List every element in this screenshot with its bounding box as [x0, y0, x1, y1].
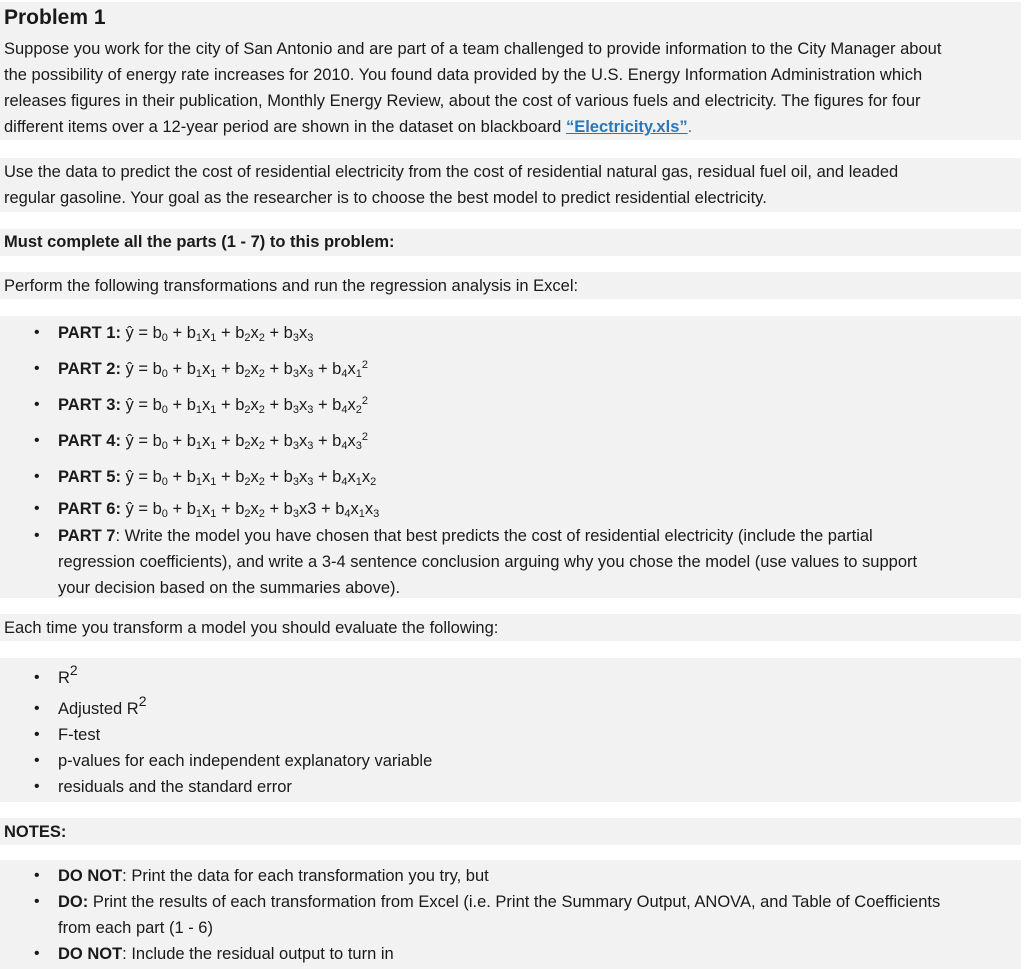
list-item-continuation: regression coefficients), and write a 3-4 sentence conclusion arguing why you chose the model (use values to support — [58, 553, 918, 571]
must-complete-heading: Must complete all the parts (1 - 7) to this problem: — [4, 233, 395, 251]
list-item: • PART 3: ŷ = $b_0 + b_1x_1 + b_2x_2 + b_3x_3 + b_4x_2^2$ — [34, 395, 368, 416]
use-data-line-1: Use the data to predict the cost of residential electricity from the cost of residential natural gas, residual fuel oil, and leaded — [4, 163, 899, 181]
page-title: Problem 1 — [4, 6, 106, 29]
list-item: • PART 7: Write the model you have chosen that best predicts the cost of residential electricity (include the partial — [34, 527, 873, 545]
list-item: • PART 4: ŷ = $b_0 + b_1x_1 + b_2x_2 + b_3x_3 + b_4x_3^2$ — [34, 431, 368, 452]
list-item: • Adjusted $R^2$ — [34, 693, 147, 718]
notes-heading-band — [0, 818, 1021, 845]
list-item-continuation: your decision based on the summaries above). — [58, 579, 401, 597]
list-item: • DO: Print the results of each transformation from Excel (i.e. Print the Summary Output, ANOVA, and Table of Coefficients — [34, 893, 941, 911]
intro-line-4 — [4, 114, 692, 140]
intro-line-3: releases figures in their publication, Monthly Energy Review, about the cost of various fuels and electricity. The figures for four — [4, 92, 921, 110]
intro-line-4-text: different items over a 12-year period are shown in the dataset on blackboard — [4, 118, 566, 136]
list-item: • PART 6: ŷ = $b_0 + b_1x_1 + b_2x_2 + b_3x3 + b_4x_1x_3$ — [34, 500, 380, 520]
parts-list — [0, 319, 917, 601]
intro-line-1: Suppose you work for the city of San Antonio and are part of a team challenged to provide information to the City Manager about — [4, 40, 942, 58]
notes-heading: NOTES: — [4, 823, 67, 841]
list-item: • p-values for each independent explanatory variable — [34, 752, 433, 770]
link-period: . — [687, 118, 693, 136]
list-item: • PART 1: ŷ = $b_0 + b_1x_1 + b_2x_2 + b_3x_3$ — [34, 324, 314, 344]
list-item: • PART 5: ŷ = $b_0 + b_1x_1 + b_2x_2 + b_3x_3 + b_4x_1x_2$ — [34, 468, 377, 488]
use-data-line-2: regular gasoline. Your goal as the researcher is to choose the best model to predict residential electricity. — [4, 189, 767, 207]
intro-line-2: the possibility of energy rate increases for 2010. You found data provided by the U.S. Energy Information Administration which — [4, 66, 923, 84]
evaluate-text: Each time you transform a model you should evaluate the following: — [4, 619, 499, 637]
notes-list — [0, 863, 940, 967]
electricity-xls-link[interactable]: “Electricity.xls” — [565, 118, 688, 136]
list-item: • DO NOT: Include the residual output to turn in — [34, 945, 394, 963]
list-item: • PART 2: ŷ = $b_0 + b_1x_1 + b_2x_2 + b_3x_3 + b_4x_1^2$ — [34, 359, 368, 380]
list-item: • F-test — [34, 726, 101, 744]
list-item-continuation: from each part (1 - 6) — [58, 919, 213, 937]
eval-list — [0, 662, 433, 800]
list-item: • $R^2$ — [34, 662, 78, 687]
perform-text: Perform the following transformations and run the regression analysis in Excel: — [4, 277, 579, 295]
list-item: • residuals and the standard error — [34, 778, 292, 796]
list-item: • DO NOT: Print the data for each transformation you try, but — [34, 867, 489, 885]
